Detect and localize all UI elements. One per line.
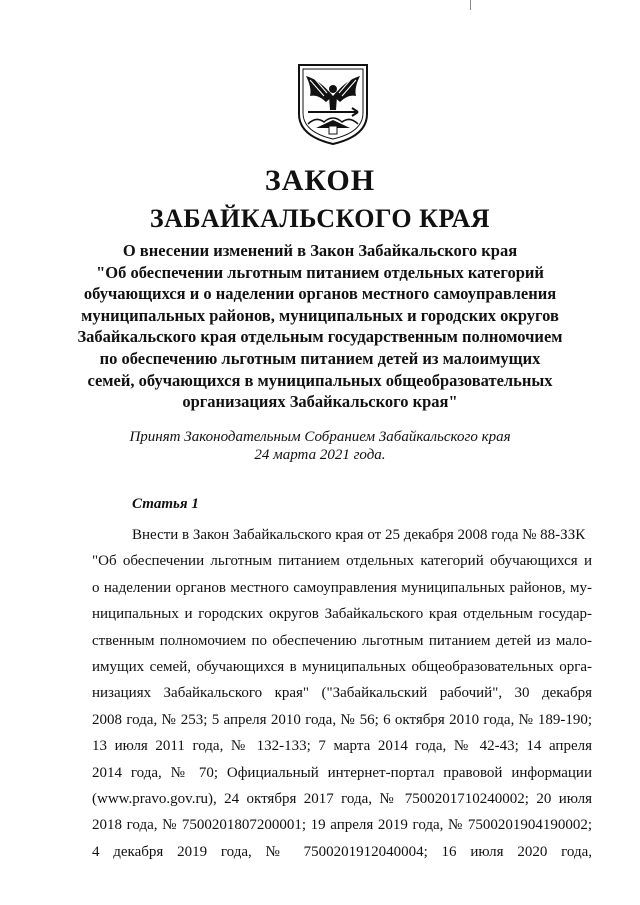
article-heading: Статья 1 bbox=[132, 496, 199, 512]
coat-of-arms-icon bbox=[296, 62, 370, 146]
body-line: 2014 года, № 70; Официальный интернет-портал правовой информации bbox=[92, 764, 592, 781]
law-name-line: семей, обучающихся в муниципальных общеобразовательных bbox=[87, 370, 553, 390]
adoption-line: Принят Законодательным Собранием Забайкальского края bbox=[129, 429, 511, 445]
body-line: Внести в Закон Забайкальского края от 25 декабря 2008 года № 88-ЗЗК bbox=[132, 527, 586, 543]
law-name-line: О внесении изменений в Закон Забайкальского края bbox=[122, 241, 518, 260]
scan-edge-mark bbox=[470, 0, 471, 10]
law-name bbox=[60, 240, 580, 413]
law-name-line: обучающихся и о наделении органов местного самоуправления bbox=[83, 284, 557, 304]
document-title: ЗАКОН bbox=[264, 164, 376, 197]
body-line: "Об обеспечении льготным питанием отдельных категорий обучающихся и bbox=[92, 553, 592, 570]
body-line: ственным полномочием по обеспечению льготным питанием детей из мало- bbox=[92, 632, 592, 649]
body-line: 4 декабря 2019 года, № 7500201912040004; 16 июля 2020 года, bbox=[92, 843, 592, 860]
law-name-line: "Об обеспечении льготным питанием отдельных категорий bbox=[96, 262, 544, 282]
law-name-line: муниципальных районов, муниципальных и городских округов bbox=[81, 305, 559, 325]
law-name-line: по обеспечению льготным питанием детей из малоимущих bbox=[99, 348, 541, 368]
body-line: имущих семей, обучающихся в муниципальных общеобразовательных орга- bbox=[92, 658, 592, 675]
body-line: 2008 года, № 253; 5 апреля 2010 года, № 56; 6 октября 2010 года, № 189-190; bbox=[92, 711, 592, 728]
body-line: 13 июля 2011 года, № 132-133; 7 марта 2014 года, № 42-43; 14 апреля bbox=[92, 738, 592, 755]
adoption-note bbox=[60, 428, 580, 464]
law-name-line: Забайкальского края отдельным государственным полномочием bbox=[77, 327, 563, 347]
body-line: ниципальных и городских округов Забайкальского края отдельным государ- bbox=[92, 606, 592, 623]
document-issuer: ЗАБАЙКАЛЬСКОГО КРАЯ bbox=[149, 204, 491, 233]
article-body bbox=[92, 522, 592, 865]
adoption-date: 24 марта 2021 года. bbox=[254, 447, 386, 463]
body-line: о наделении органов местного самоуправления муниципальных районов, му- bbox=[92, 579, 592, 596]
body-line: (www.pravo.gov.ru), 24 октября 2017 года, № 7500201710240002; 20 июля bbox=[92, 790, 592, 807]
law-name-line: организациях Забайкальского края" bbox=[182, 392, 458, 412]
body-line: 2018 года, № 7500201807200001; 19 апреля 2019 года, № 7500201904190002; bbox=[92, 817, 592, 834]
body-line: низациях Забайкальского края" ("Забайкальский рабочий", 30 декабря bbox=[92, 685, 592, 702]
